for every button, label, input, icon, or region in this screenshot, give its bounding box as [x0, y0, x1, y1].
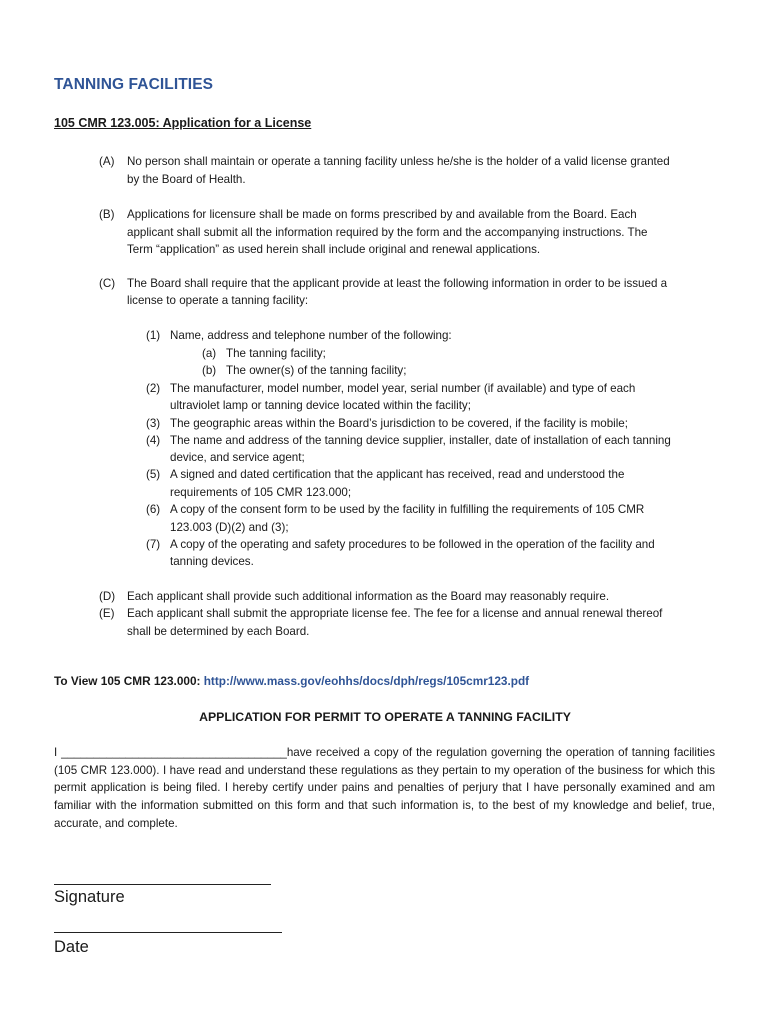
list-item-text: The name and address of the tanning device supplier, installer, date of installation of each tanning — [170, 434, 671, 447]
section-text-line: Term “application” as used herein shall include original and renewal applications. — [127, 243, 541, 256]
list-item-label: (4) — [146, 434, 161, 447]
section-text-line: applicant shall submit all the information required by the form and the accompanying instructions. The — [127, 226, 648, 239]
list-item-text: A copy of the operating and safety procedures to be followed in the operation of the facility and — [170, 538, 655, 551]
section-text-line: shall be determined by each Board. — [127, 625, 310, 638]
list-item-label: (1) — [146, 329, 161, 342]
list-item-text: A copy of the consent form to be used by the facility in fulfilling the requirements of 105 CMR — [170, 503, 645, 516]
section-label: (E) — [99, 607, 115, 620]
section-text-line: Applications for licensure shall be made on forms prescribed by and available from the Board. Each — [127, 208, 637, 221]
list-item-text: requirements of 105 CMR 123.000; — [170, 486, 352, 499]
list-item-label: (5) — [146, 468, 161, 481]
section-label: (D) — [99, 590, 116, 603]
signature-label: Signature — [54, 888, 125, 906]
list-item-text: device, and service agent; — [170, 451, 305, 464]
section-text-line: The Board shall require that the applicant provide at least the following information in order to be issued a — [127, 277, 668, 290]
section-text-line: Each applicant shall provide such additional information as the Board may reasonably require. — [127, 590, 610, 603]
list-item-text: 123.003 (D)(2) and (3); — [170, 521, 289, 534]
section-text-line: by the Board of Health. — [127, 173, 246, 186]
section-heading: 105 CMR 123.005: Application for a License — [54, 116, 312, 130]
regulation-link[interactable]: http://www.mass.gov/eohhs/docs/dph/regs/105cmr123.pdf — [203, 674, 530, 688]
list-item-text: A signed and dated certification that the applicant has received, read and understood the — [170, 468, 625, 481]
sub-item-label: (b) — [202, 364, 217, 377]
list-item-text: tanning devices. — [170, 555, 254, 568]
sub-item-text: The owner(s) of the tanning facility; — [226, 364, 407, 377]
certification-paragraph: I ___________________________________have received a copy of the regulation governing the operation of tanning facilities (105 CMR 123.000). I have read and understand these regulations as they pertain to my operation of the business for which this permit application is being filed. I hereby certify under pains and penalties of perjury that I have personally examined and am familiar with the information submitted on this form and that such information is, to the best of my knowledge and belief, true, accurate, and complete. — [54, 746, 715, 830]
list-item-label: (7) — [146, 538, 161, 551]
application-title: APPLICATION FOR PERMIT TO OPERATE A TANNING FACILITY — [199, 710, 571, 724]
link-prefix: To View 105 CMR 123.000: — [54, 674, 204, 688]
regulation-link-line — [54, 674, 529, 688]
list-item-text: ultraviolet lamp or tanning device located within the facility; — [170, 399, 471, 412]
list-item-label: (2) — [146, 382, 161, 395]
list-item-text: The geographic areas within the Board’s jurisdiction to be covered, if the facility is mobile; — [170, 417, 628, 430]
section-text-line: license to operate a tanning facility: — [127, 294, 309, 307]
section-text-line: Each applicant shall submit the appropriate license fee. The fee for a license and annual renewal thereof — [127, 607, 663, 620]
section-label: (B) — [99, 208, 115, 221]
list-item-label: (6) — [146, 503, 161, 516]
date-line[interactable] — [54, 932, 282, 933]
section-label: (C) — [99, 277, 116, 290]
date-label: Date — [54, 938, 89, 956]
section-text-line: No person shall maintain or operate a tanning facility unless he/she is the holder of a valid license granted — [127, 155, 670, 168]
list-item-text: Name, address and telephone number of the following: — [170, 329, 452, 342]
sub-item-text: The tanning facility; — [226, 347, 326, 360]
section-label: (A) — [99, 155, 115, 168]
signature-line[interactable] — [54, 884, 271, 885]
sub-item-label: (a) — [202, 347, 217, 360]
page-title: TANNING FACILITIES — [54, 76, 214, 93]
list-item-text: The manufacturer, model number, model year, serial number (if available) and type of each — [170, 382, 636, 395]
list-item-label: (3) — [146, 417, 161, 430]
